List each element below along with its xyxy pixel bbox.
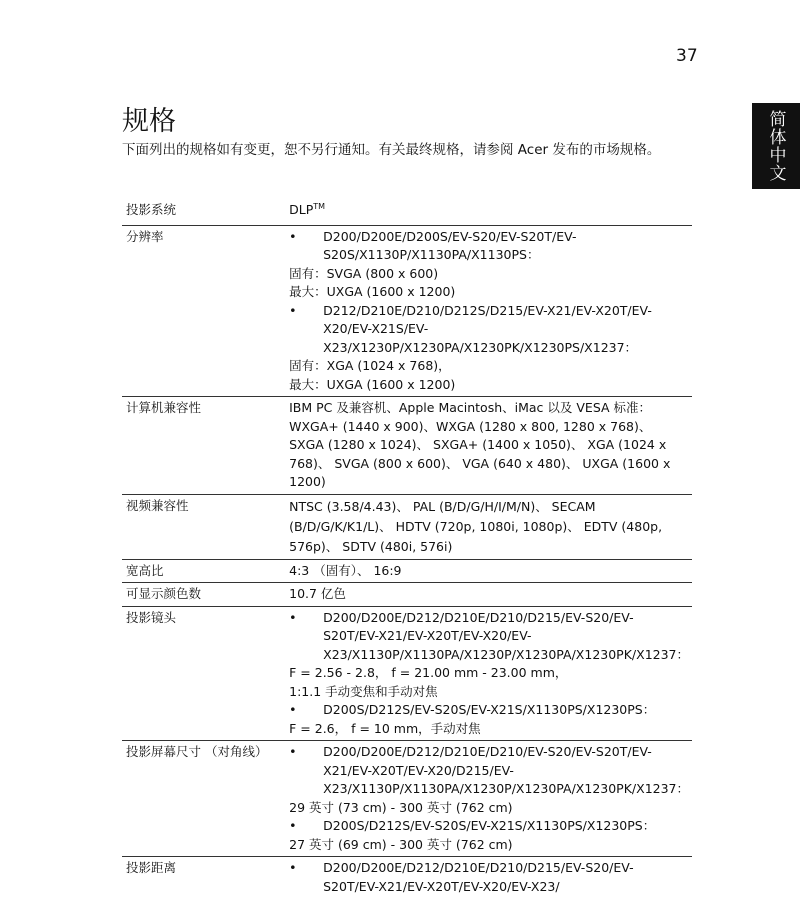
bullet-text: D200S/D212S/EV-S20S/EV-X21S/X1130PS/X1230PS： bbox=[323, 818, 656, 833]
page-title: 规格 bbox=[122, 106, 176, 137]
row-label: 分辨率 bbox=[122, 225, 283, 397]
bullet-icon: • bbox=[289, 818, 297, 833]
row-label: 计算机兼容性 bbox=[122, 397, 283, 495]
screen-size-spec: 27 英寸 (69 cm) - 300 英寸 (762 cm) bbox=[289, 836, 513, 852]
row-value bbox=[283, 606, 692, 741]
max-resolution: 最大：UXGA (1600 x 1200) bbox=[289, 284, 456, 299]
bullet-icon: • bbox=[289, 228, 297, 244]
projection-system-value: DLP bbox=[289, 202, 314, 217]
row-label: 投影镜头 bbox=[122, 606, 283, 741]
lens-spec: F = 2.6， f = 10 mm，手动对焦 bbox=[289, 720, 481, 736]
bullet-text: D200/D200E/D212/D210E/D210/EV-S20/EV-S20T/EV-X21/EV-X20T/EV-X20/D215/EV-X23/X1130P/X1130PA/X1230P/X1230PA/X1230PK/X1237： bbox=[323, 744, 690, 796]
language-tab: 简体中文 bbox=[752, 103, 800, 189]
lens-spec: 1:1.1 手动变焦和手动对焦 bbox=[289, 683, 438, 699]
row-label: 投影屏幕尺寸 （对角线） bbox=[122, 741, 283, 857]
specs-table bbox=[122, 197, 692, 898]
bullet-text: D200S/D212S/EV-S20S/EV-X21S/X1130PS/X1230PS： bbox=[323, 702, 656, 717]
row-label: 投影系统 bbox=[122, 197, 283, 225]
row-label: 投影距离 bbox=[126, 860, 177, 875]
table-row bbox=[122, 225, 692, 397]
bullet-text: D212/D210E/D210/D212S/D215/EV-X21/EV-X20T/EV-X20/EV-X21S/EV-X23/X1230P/X1230PA/X1230PK/X1230PS/X1237： bbox=[323, 302, 652, 355]
table-row bbox=[122, 397, 692, 495]
table-row bbox=[122, 583, 692, 607]
page-number: 37 bbox=[676, 46, 698, 66]
bullet-item bbox=[289, 609, 689, 665]
row-value: NTSC (3.58/4.43)、 PAL (B/D/G/H/I/M/N)、 SECAM (B/D/G/K/K1/L)、 HDTV (720p, 1080i, 1080p)、 EDTV (480p, 576p)、 SDTV (480i, 576i) bbox=[283, 494, 692, 559]
native-resolution: 固有：SVGA (800 x 600) bbox=[289, 265, 439, 281]
bullet-icon: • bbox=[289, 744, 297, 759]
row-label: 可显示颜色数 bbox=[122, 583, 283, 607]
intro-text: 下面列出的规格如有变更，恕不另行通知。有关最终规格，请参阅 Acer 发布的市场规格。 bbox=[122, 142, 661, 158]
bullet-item bbox=[289, 228, 689, 265]
row-value: 4:3 （固有）、 16:9 bbox=[283, 559, 692, 583]
max-resolution: 最大：UXGA (1600 x 1200) bbox=[289, 376, 456, 392]
bullet-icon: • bbox=[289, 302, 297, 318]
table-row bbox=[122, 741, 692, 857]
lens-spec: F = 2.56 - 2.8， f = 21.00 mm - 23.00 mm， bbox=[289, 665, 568, 680]
bullet-item bbox=[289, 859, 689, 896]
trademark-mark: TM bbox=[313, 201, 326, 211]
bullet-item bbox=[289, 701, 689, 720]
row-value: IBM PC 及兼容机、Apple Macintosh、iMac 以及 VESA 标准：WXGA+ (1440 x 900)、WXGA (1280 x 800, 1280 x 768)、 SXGA (1280 x 1024)、 SXGA+ (1400 x 1050)、 XGA (1024 x 768)、 SVGA (800 x 600)、 VGA (640 x 480)、 UXGA (1600 x 1200) bbox=[283, 397, 692, 495]
row-label: 宽高比 bbox=[122, 559, 283, 583]
bullet-item bbox=[289, 302, 689, 358]
table-row bbox=[122, 197, 692, 225]
bullet-text: D200/D200E/D200S/EV-S20/EV-S20T/EV-S20S/X1130P/X1130PA/X1130PS： bbox=[323, 228, 577, 262]
row-value bbox=[283, 741, 692, 857]
screen-size-spec: 29 英寸 (73 cm) - 300 英寸 (762 cm) bbox=[289, 799, 513, 815]
bullet-text: D200/D200E/D212/D210E/D210/D215/EV-S20/EV-S20T/EV-X21/EV-X20T/EV-X20/EV-X23/X1130P/X1130PA/X1230P/X1230PA/X1230PK/X1237： bbox=[323, 609, 690, 662]
table-row bbox=[122, 559, 692, 583]
row-value bbox=[283, 197, 692, 225]
table-row bbox=[122, 494, 692, 559]
table-row bbox=[122, 857, 692, 899]
native-resolution: 固有：XGA (1024 x 768)， bbox=[289, 358, 451, 373]
row-label: 视频兼容性 bbox=[122, 494, 283, 559]
bullet-icon: • bbox=[289, 702, 297, 717]
row-value bbox=[283, 857, 692, 899]
row-value bbox=[283, 225, 692, 397]
row-value: 10.7 亿色 bbox=[283, 583, 692, 607]
bullet-item bbox=[289, 817, 689, 836]
bullet-icon: • bbox=[289, 609, 297, 625]
table-row bbox=[122, 606, 692, 741]
bullet-item bbox=[289, 743, 689, 799]
bullet-text: D200/D200E/D212/D210E/D210/D215/EV-S20/EV-S20T/EV-X21/EV-X20T/EV-X20/EV-X23/ bbox=[323, 860, 634, 894]
bullet-icon: • bbox=[289, 860, 297, 875]
